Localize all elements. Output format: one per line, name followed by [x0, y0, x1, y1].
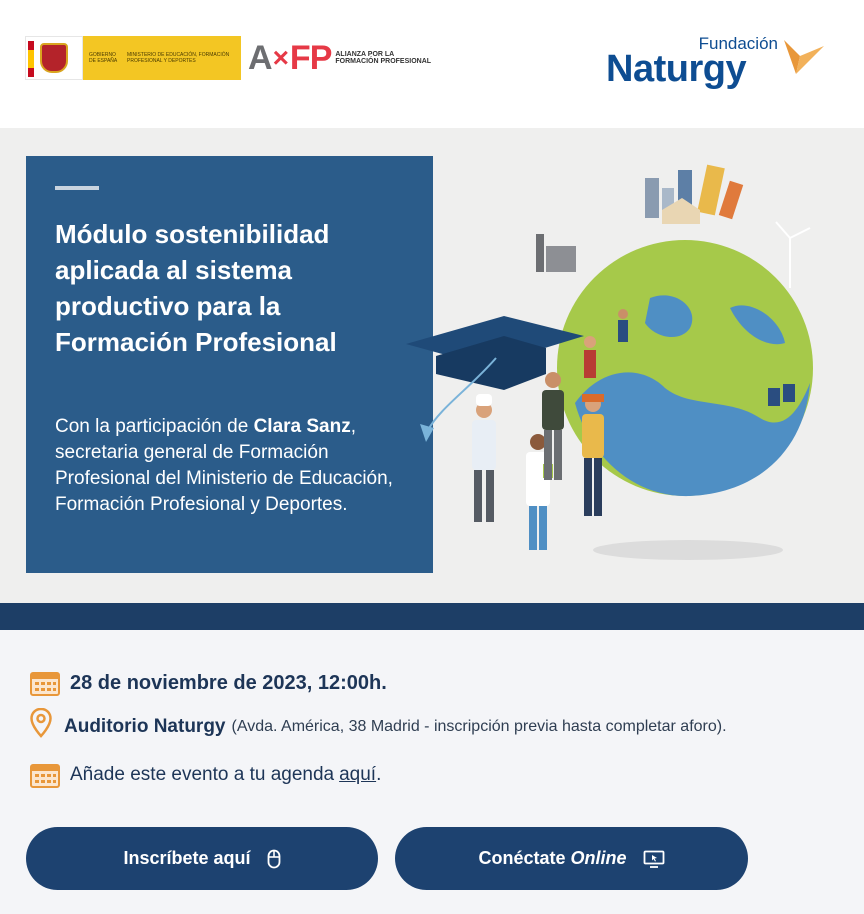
- hero-title: Módulo sostenibilidad aplicada al sistema productivo para la Formación Profesional: [55, 219, 337, 357]
- gov-logo-text: GOBIERNO DE ESPAÑA: [89, 52, 118, 64]
- mouse-icon: [267, 849, 281, 869]
- axfp-logo-subtitle: ALIANZA POR LA FORMACIÓN PROFESIONAL: [335, 51, 432, 65]
- globe-people-illustration: [400, 158, 864, 598]
- monitor-icon: [643, 850, 665, 868]
- spain-crest-icon: [25, 36, 83, 80]
- connect-button-online: Online: [570, 848, 627, 868]
- fundacion-naturgy-logo[interactable]: [606, 32, 830, 92]
- desc-intro: Con la participación de: [55, 416, 249, 437]
- header: [0, 0, 864, 128]
- add-to-agenda-link[interactable]: aquí: [339, 764, 377, 785]
- event-venue-detail: (Avda. América, 38 Madrid - inscripción previa hasta completar aforo).: [231, 718, 727, 735]
- naturgy-fundacion-text: Fundación: [698, 34, 778, 53]
- register-button-label: Inscríbete aquí: [123, 848, 251, 868]
- event-info: [0, 630, 864, 914]
- axfp-logo-fp: FP: [289, 38, 332, 77]
- location-pin-icon: [30, 708, 52, 738]
- event-date-row: [30, 670, 387, 696]
- connect-button-prefix: Conéctate: [478, 848, 571, 868]
- naturgy-name-text: Naturgy: [606, 48, 747, 90]
- calendar-icon: [30, 762, 60, 788]
- hero-card: [26, 156, 433, 573]
- hero-divider: [55, 186, 99, 190]
- naturgy-wings-icon: [782, 36, 826, 76]
- agenda-period: .: [376, 764, 382, 785]
- connect-online-button[interactable]: [395, 827, 748, 890]
- axfp-logo-a: A: [248, 38, 272, 77]
- desc-speaker-name: Clara Sanz: [253, 416, 351, 437]
- event-venue-name: Auditorio Naturgy: [64, 716, 226, 737]
- event-venue-row: [30, 712, 727, 742]
- axfp-logo[interactable]: [248, 40, 431, 76]
- register-button[interactable]: [26, 827, 378, 890]
- divider-band: [0, 603, 864, 630]
- calendar-icon: [30, 670, 60, 696]
- desc-rest: , secretaria general de Formación Profesional del Ministerio de Educación, Formación Profesional y Deportes.: [55, 416, 393, 515]
- hero-banner: [0, 128, 864, 604]
- ministry-logo-text: MINISTERIO DE EDUCACIÓN, FORMACIÓN PROFESIONAL Y DEPORTES: [127, 52, 230, 64]
- axfp-logo-x: ×: [272, 42, 289, 73]
- event-agenda-row: [30, 762, 381, 788]
- government-logo[interactable]: [25, 36, 241, 80]
- agenda-text: Añade este evento a tu agenda: [70, 764, 335, 785]
- event-date: 28 de noviembre de 2023, 12:00h.: [70, 671, 387, 694]
- hero-description: [55, 414, 395, 518]
